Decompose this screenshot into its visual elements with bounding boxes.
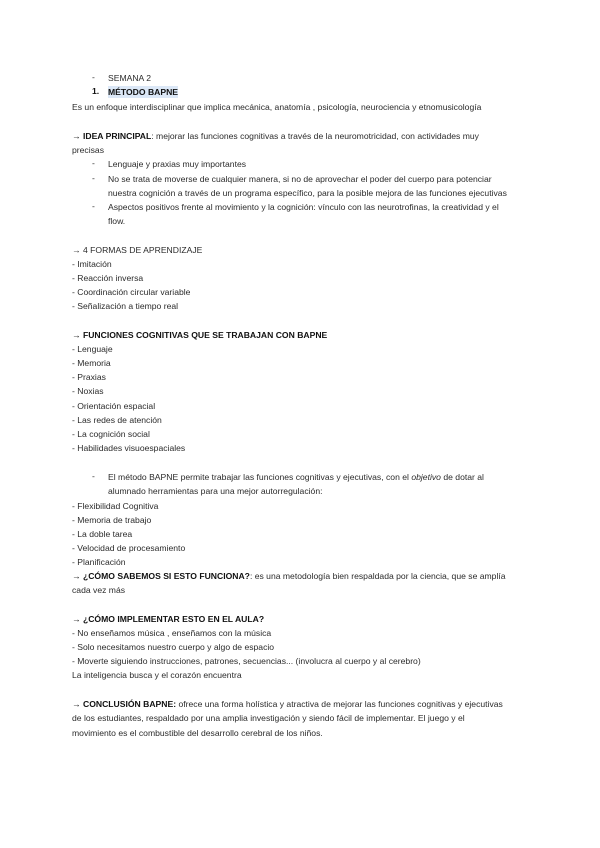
closing-phrase: La inteligencia busca y el corazón encuentra [72,670,242,680]
list-item: - Memoria [72,358,111,368]
list-item: - Habilidades visuoespaciales [72,443,186,453]
bullet-text: nuestra cognición a través de un programa específico, para la posible mejora de las funciones ejecutivas [108,188,507,198]
conclusion-heading: → CONCLUSIÓN BAPNE: [72,699,177,709]
list-item: - Lenguaje [72,344,113,354]
list-dash: - [92,471,95,481]
list-dash: - [92,173,95,183]
list-item: - Solo necesitamos nuestro cuerpo y algo de espacio [72,642,275,652]
section-title: MÉTODO BAPNE [108,87,179,97]
idea-principal-text-cont: precisas [72,145,104,155]
bullet-text: No se trata de moverse de cualquier manera, si no de aprovechar el poder del cuerpo para potenciar [108,174,492,184]
formas-heading: → 4 FORMAS DE APRENDIZAJE [72,245,203,255]
list-item: - La doble tarea [72,529,133,539]
list-dash: - [92,201,95,211]
conclusion-paragraph [72,698,503,710]
ejecutivas-text-pre: El método BAPNE permite trabajar las funciones cognitivas y ejecutivas, con el [108,472,412,482]
section-number: 1. [92,86,100,96]
week-label: SEMANA 2 [108,73,151,83]
ejecutivas-text-cont: alumnado herramientas para una mejor autorregulación: [108,486,323,496]
funciona-heading: → ¿CÓMO SABEMOS SI ESTO FUNCIONA? [72,571,250,581]
conclusion-text: ofrece una forma holística y atractiva de mejorar las funciones cognitivas y ejecutivas [176,699,503,709]
bullet-text: Aspectos positivos frente al movimiento y la cognición: vínculo con las neurotrofinas, la creatividad y el [108,202,499,212]
funciona-text: : es una metodología bien respaldada por la ciencia, que se amplía [249,571,506,581]
list-item: - Planificación [72,557,126,567]
list-item: - Orientación espacial [72,401,156,411]
implementar-heading: → ¿CÓMO IMPLEMENTAR ESTO EN EL AULA? [72,614,265,624]
list-item: - No enseñamos música , enseñamos con la música [72,628,272,638]
list-item: - Reacción inversa [72,273,144,283]
ejecutivas-text-italic: objetivo [411,472,441,482]
idea-principal-heading: → IDEA PRINCIPAL [72,131,152,141]
list-item: - Memoria de trabajo [72,515,152,525]
bullet-text: flow. [108,216,126,226]
list-item: - Coordinación circular variable [72,287,191,297]
list-item: - Flexibilidad Cognitiva [72,501,159,511]
bullet-text: Lenguaje y praxias muy importantes [108,159,247,169]
intro-text: Es un enfoque interdisciplinar que implica mecánica, anatomía , psicología, neurociencia y etnomusicología [72,102,482,112]
list-item: - Praxias [72,372,106,382]
list-item: - Noxias [72,386,104,396]
list-item: - Las redes de atención [72,415,162,425]
funciones-heading: → FUNCIONES COGNITIVAS QUE SE TRABAJAN CON BAPNE [72,330,328,340]
list-dash: - [92,72,95,82]
funciona-text-cont: cada vez más [72,585,126,595]
list-item: - Imitación [72,259,112,269]
ejecutivas-text [108,471,484,483]
list-item: - Moverte siguiendo instrucciones, patrones, secuencias... (involucra al cuerpo y al cerebro) [72,656,421,666]
conclusion-text-cont: movimiento es el combustible del desarrollo cerebral de los niños. [72,728,323,738]
list-item: - Velocidad de procesamiento [72,543,186,553]
idea-principal-paragraph [72,130,479,142]
conclusion-text-cont: de los estudiantes, respaldado por una amplia investigación y siendo fácil de implementar. El juego y el [72,713,465,723]
list-item: - La cognición social [72,429,150,439]
list-dash: - [92,158,95,168]
ejecutivas-text-post: de dotar al [440,472,484,482]
funciona-paragraph [72,570,506,582]
idea-principal-text: : mejorar las funciones cognitivas a través de la neuromotricidad, con actividades muy [151,131,479,141]
list-item: - Señalización a tiempo real [72,301,179,311]
